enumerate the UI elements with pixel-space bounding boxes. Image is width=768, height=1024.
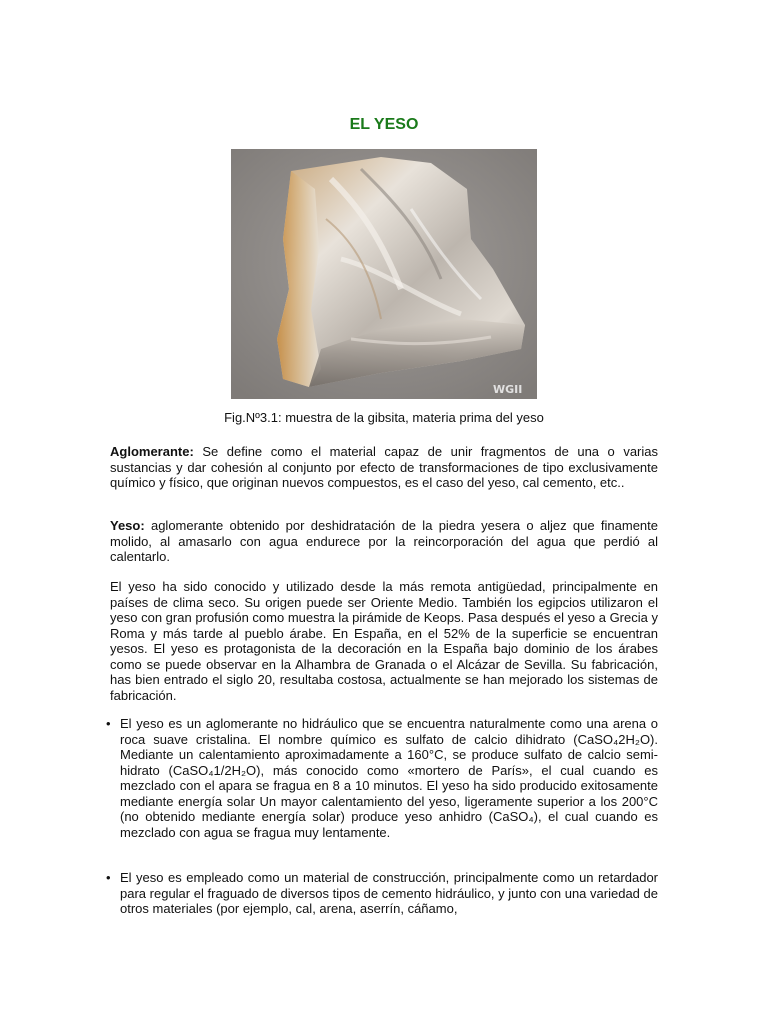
paragraph-yeso bbox=[110, 518, 658, 565]
definition-yeso: aglomerante obtenido por deshidratación de la piedra yesera o aljez que finamente molido, al amasarlo con agua endurece por la reincorporación del agua que perdió al calentarlo. bbox=[110, 518, 658, 564]
paragraph-historia: El yeso ha sido conocido y utilizado desde la más remota antigüedad, principalmente en países de clima seco. Su origen puede ser Oriente Medio. También los egipcios utilizaron el yeso con gran profusión como muestra la pirámide de Keops. Pasa después el yeso a Grecia y Roma y más tarde al pueblo árabe. En España, en el 52% de la superficie se encuentran yesos. El yeso es protagonista de la decoración en la España bajo dominio de los árabes como se puede observar en la Alhambra de Granada o el Alcázar de Sevilla. Su fabricación, has bien entrado el siglo 20, resultaba costosa, actualmente se han mejorado los sistemas de fabricación. bbox=[110, 579, 658, 703]
bullet-icon: • bbox=[106, 716, 111, 731]
figure-caption: Fig.Nº3.1: muestra de la gibsita, materia prima del yeso bbox=[224, 410, 544, 425]
bullet-text: El yeso es un aglomerante no hidráulico que se encuentra naturalmente como una arena o roca suave cristalina. El nombre químico es sulfato de calcio dihidrato (CaSO₄2H₂O). Mediante un calentamiento aproximadamente a 160°C, se produce sulfato de calcio semi-hidrato (CaSO₄1/2H₂O), más conocido como «mortero de París», el cual cuando es mezclado con el apara se fragua en 8 a 10 minutos. El yeso ha sido producido exitosamente mediante energía solar Un mayor calentamiento del yeso, ligeramente superior a los 200°C (no obtenido mediante energía solar) produce yeso anhidro (CaSO₄), el cual cuando es mezclado con agua se fragua muy lentamente. bbox=[120, 716, 658, 840]
page-title: EL YESO bbox=[349, 116, 419, 133]
watermark-text: WGII bbox=[493, 383, 523, 396]
gypsum-rock-image bbox=[231, 149, 537, 399]
term-yeso: Yeso: bbox=[110, 518, 145, 533]
list-item bbox=[106, 716, 658, 840]
bullet-list-1 bbox=[106, 716, 658, 840]
bullet-icon: • bbox=[106, 870, 111, 885]
bullet-list-2 bbox=[106, 870, 658, 917]
gypsum-photo bbox=[231, 149, 537, 399]
definition-aglomerante: Se define como el material capaz de unir fragmentos de una o varias sustancias y dar cohesión al conjunto por efecto de transformaciones de tipo exclusivamente químico y físico, que originan nuevos compuestos, es el caso del yeso, cal cemento, etc.. bbox=[110, 444, 658, 490]
list-item bbox=[106, 870, 658, 917]
term-aglomerante: Aglomerante: bbox=[110, 444, 194, 459]
paragraph-aglomerante bbox=[110, 444, 658, 491]
bullet-text: El yeso es empleado como un material de construcción, principalmente como un retardador para regular el fraguado de diversos tipos de cemento hidráulico, y junto con una variedad de otros materiales (por ejemplo, cal, arena, aserrín, cáñamo, bbox=[120, 870, 658, 916]
